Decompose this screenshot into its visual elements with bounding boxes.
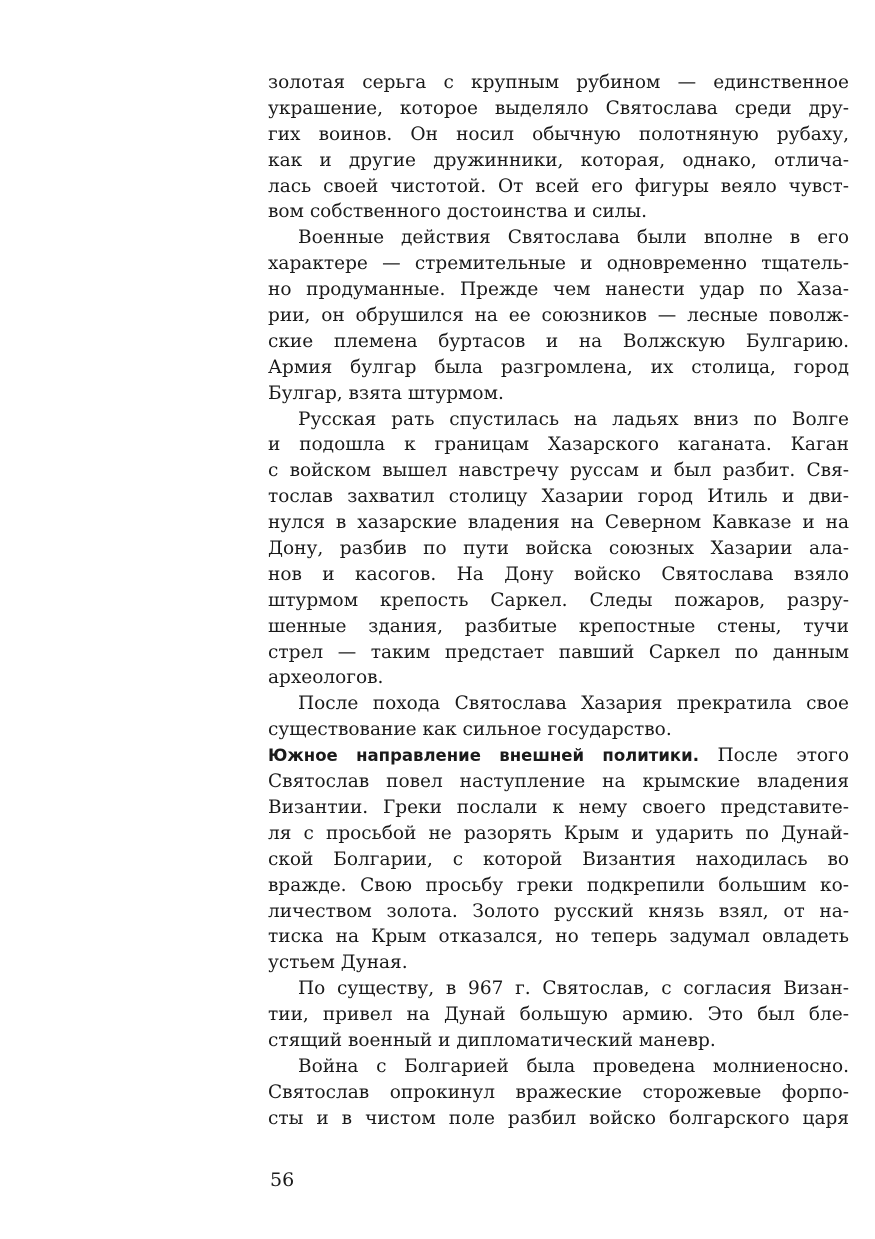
text-line <box>268 691 849 717</box>
line-text: сты и в чистом поле разбил войско болгарского царя <box>268 1107 849 1129</box>
text-line <box>268 1002 849 1028</box>
text-line <box>268 303 849 329</box>
line-text: вражде. Свою просьбу греки подкрепили большим ко- <box>268 874 849 896</box>
line-text: устьем Дуная. <box>268 952 408 974</box>
text-line <box>268 821 849 847</box>
line-text: Война с Болгарией была проведена молниеносно. <box>298 1055 849 1077</box>
line-text: шенные здания, разбитые крепостные стены, тучи <box>268 615 849 637</box>
line-text: как и другие дружинники, которая, однако, отлича- <box>268 149 849 171</box>
text-line <box>268 174 849 200</box>
line-text: нов и касогов. На Дону войско Святослава взяло <box>268 563 849 585</box>
line-text: характере — стремительные и одновременно тщатель- <box>268 253 849 275</box>
line-text: рии, он обрушился на ее союзников — лесные поволж- <box>268 305 849 327</box>
line-text: украшение, которое выделяло Святослава среди дру- <box>268 97 849 119</box>
line-text: После похода Святослава Хазария прекратила свое <box>298 693 849 715</box>
text-line <box>268 96 849 122</box>
text-line <box>268 717 849 743</box>
line-text: После этого <box>698 745 849 767</box>
text-line <box>268 1106 849 1132</box>
line-text: Русская рать спустилась на ладьях вниз по Волге <box>298 408 849 430</box>
line-text: существование как сильное государство. <box>268 719 672 741</box>
line-text: вом собственного достоинства и силы. <box>268 201 648 223</box>
text-line <box>268 847 849 873</box>
section-heading: Южное направление внешней политики. <box>268 746 699 766</box>
text-line <box>268 640 849 666</box>
body-text <box>268 70 849 1132</box>
text-line <box>268 1080 849 1106</box>
text-line <box>268 510 849 536</box>
page-number: 56 <box>270 1169 295 1191</box>
text-line <box>268 899 849 925</box>
text-line <box>268 122 849 148</box>
line-text: но продуманные. Прежде чем нанести удар по Хаза- <box>268 279 849 301</box>
line-text: По существу, в 967 г. Святослав, с согласия Визан- <box>298 978 849 1000</box>
text-line <box>268 924 849 950</box>
line-text: Военные действия Святослава были вполне в его <box>298 227 849 249</box>
text-line <box>268 536 849 562</box>
text-line <box>268 795 849 821</box>
text-line <box>268 665 849 691</box>
line-text: Святослав повел наступление на крымские владения <box>268 771 849 793</box>
text-line <box>268 381 849 407</box>
line-text: лась своей чистотой. От всей его фигуры веяло чувст- <box>268 175 849 197</box>
line-text: тиска на Крым отказался, но теперь задумал овладеть <box>268 926 849 948</box>
text-line <box>268 355 849 381</box>
text-line <box>268 562 849 588</box>
line-text: Дону, разбив по пути войска союзных Хазарии ала- <box>268 538 849 560</box>
line-text: тии, привел на Дунай большую армию. Это был бле- <box>268 1004 849 1026</box>
line-text: ской Болгарии, с которой Византия находилась во <box>268 848 849 870</box>
line-text: Булгар, взята штурмом. <box>268 382 504 404</box>
text-line <box>268 432 849 458</box>
text-line <box>268 148 849 174</box>
text-line <box>268 950 849 976</box>
line-text: золотая серьга с крупным рубином — единственное <box>268 72 849 93</box>
line-text: и подошла к границам Хазарского каганата. Каган <box>268 434 849 456</box>
text-line <box>268 588 849 614</box>
line-text: археологов. <box>268 667 384 689</box>
line-text: Византии. Греки послали к нему своего представите- <box>268 796 849 818</box>
text-line <box>268 769 849 795</box>
text-line <box>268 329 849 355</box>
line-text: стящий военный и дипломатический маневр. <box>268 1029 716 1051</box>
line-text: с войском вышел навстречу руссам и был разбит. Свя- <box>268 460 849 482</box>
line-text: Армия булгар была разгромлена, их столица, город <box>268 356 849 378</box>
text-line <box>268 251 849 277</box>
line-text: Святослав опрокинул вражеские сторожевые форпо- <box>268 1081 849 1103</box>
line-text: личеством золота. Золото русский князь взял, от на- <box>268 900 849 922</box>
text-line <box>268 407 849 433</box>
text-line <box>268 458 849 484</box>
text-line <box>268 743 849 769</box>
text-line <box>268 277 849 303</box>
text-line <box>268 70 849 96</box>
text-line <box>268 1028 849 1054</box>
text-line <box>268 976 849 1002</box>
line-text: гих воинов. Он носил обычную полотняную рубаху, <box>268 123 849 145</box>
line-text: стрел — таким предстает павший Саркел по данным <box>268 641 849 663</box>
text-line <box>268 873 849 899</box>
text-line <box>268 484 849 510</box>
line-text: тослав захватил столицу Хазарии город Итиль и дви- <box>268 486 849 508</box>
line-text: штурмом крепость Саркел. Следы пожаров, разру- <box>268 589 849 611</box>
line-text: нулся в хазарские владения на Северном Кавказе и на <box>268 512 849 534</box>
line-text: ля с просьбой не разорять Крым и ударить по Дунай- <box>268 822 849 844</box>
text-line <box>268 1054 849 1080</box>
text-line <box>268 199 849 225</box>
text-line <box>268 614 849 640</box>
line-text: ские племена буртасов и на Волжскую Булгарию. <box>268 330 849 352</box>
text-line <box>268 225 849 251</box>
